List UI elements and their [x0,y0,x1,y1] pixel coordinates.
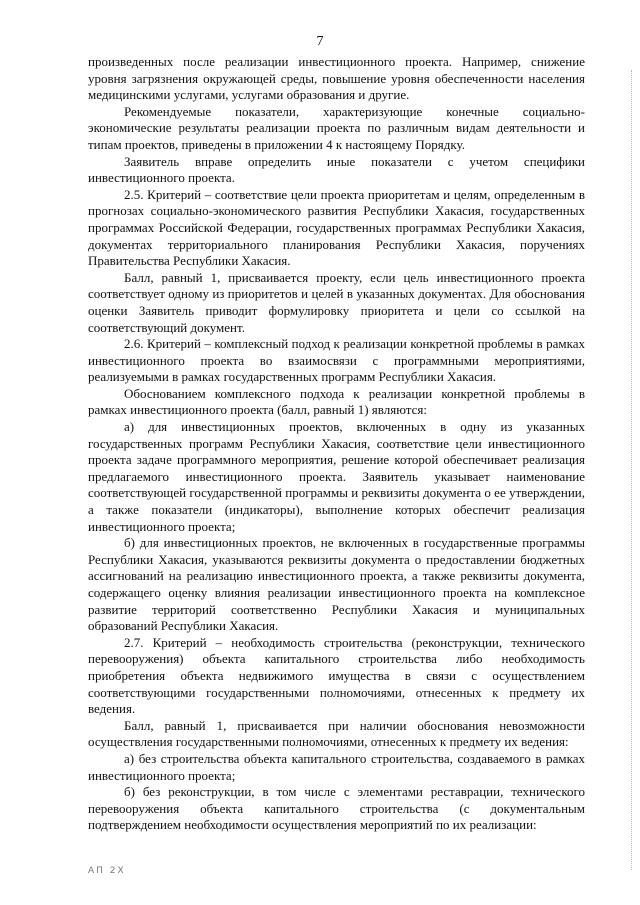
document-body [88,54,585,834]
footer-mark: АП 2Х [88,866,126,876]
page-number: 7 [316,34,324,49]
paragraph: 2.6. Критерий – комплексный подход к реализации конкретной проблемы в рамках инвестиционного проекта во взаимосвязи с программными мероприятиями, реализуемыми в рамках государственных программ Республики Хакасия. [88,336,585,385]
paragraph: а) без строительства объекта капитального строительства, создаваемого в рамках инвестиционного проекта; [88,750,585,783]
paragraph: Балл, равный 1, присваивается при наличии обоснования невозможности осуществления государственными полномочиями, отнесенных к предмету их ведения: [88,717,585,750]
paragraph: Обоснованием комплексного подхода к реализации конкретной проблемы в рамках инвестиционного проекта (балл, равный 1) являются: [88,385,585,418]
paragraph: Заявитель вправе определить иные показатели с учетом специфики инвестиционного проекта. [88,153,585,186]
paragraph: Балл, равный 1, присваивается проекту, если цель инвестиционного проекта соответствует одному из приоритетов и целей в указанных документах. Для обоснования оценки Заявитель приводит формулировку приоритета и цели со ссылкой на соответствующий документ. [88,269,585,335]
paragraph: 2.7. Критерий – необходимость строительства (реконструкции, технического перевооружения) объекта капитального строительства либо необходимость приобретения объекта недвижимого имущества в связи с осуществлением соответствующими государственными полномочиями, отнесенных к предмету их ведения. [88,634,585,717]
paragraph: Рекомендуемые показатели, характеризующие конечные социально-экономические результаты реализации проекта по различным видам деятельности и типам проектов, приведены в приложении 4 к настоящему Порядку. [88,103,585,152]
paragraph: а) для инвестиционных проектов, включенных в одну из указанных государственных программ Республики Хакасия, соответствие цели инвестиционного проекта задаче программного мероприятия, решение которой обеспечивает реализация предлагаемого инвестиционного проекта. Заявитель указывает наименование соответствующей государственной программы и реквизиты документа о ее утверждении, а также показатели (индикаторы), выполнение которых обеспечит реализация инвестиционного проекта; [88,419,585,534]
paragraph: произведенных после реализации инвестиционного проекта. Например, снижение уровня загрязнения окружающей среды, повышение уровня обеспеченности населения медицинскими услугами, услугами образования и другие. [88,54,585,103]
scan-edge-marks [627,70,632,870]
paragraph: б) для инвестиционных проектов, не включенных в государственные программы Республики Хакасия, указываются реквизиты документа о предоставлении бюджетных ассигнований на реализацию инвестиционного проекта, а также реквизиты документа, содержащего оценку влияния реализации инвестиционного проекта на комплексное развитие территорий соответственно Республики Хакасия и муниципальных образований Республики Хакасия. [88,535,585,634]
paragraph: 2.5. Критерий – соответствие цели проекта приоритетам и целям, определенным в прогнозах социально-экономического развития Республики Хакасия, государственных программах Российской Федерации, государственных программах Республики Хакасия, документах территориального планирования Республики Хакасия, поручениях Правительства Республики Хакасия. [88,186,585,269]
paragraph: б) без реконструкции, в том числе с элементами реставрации, технического перевооружения объекта капитального строительства (с документальным подтверждением необходимости осуществления мероприятий по их реализации: [88,784,585,833]
